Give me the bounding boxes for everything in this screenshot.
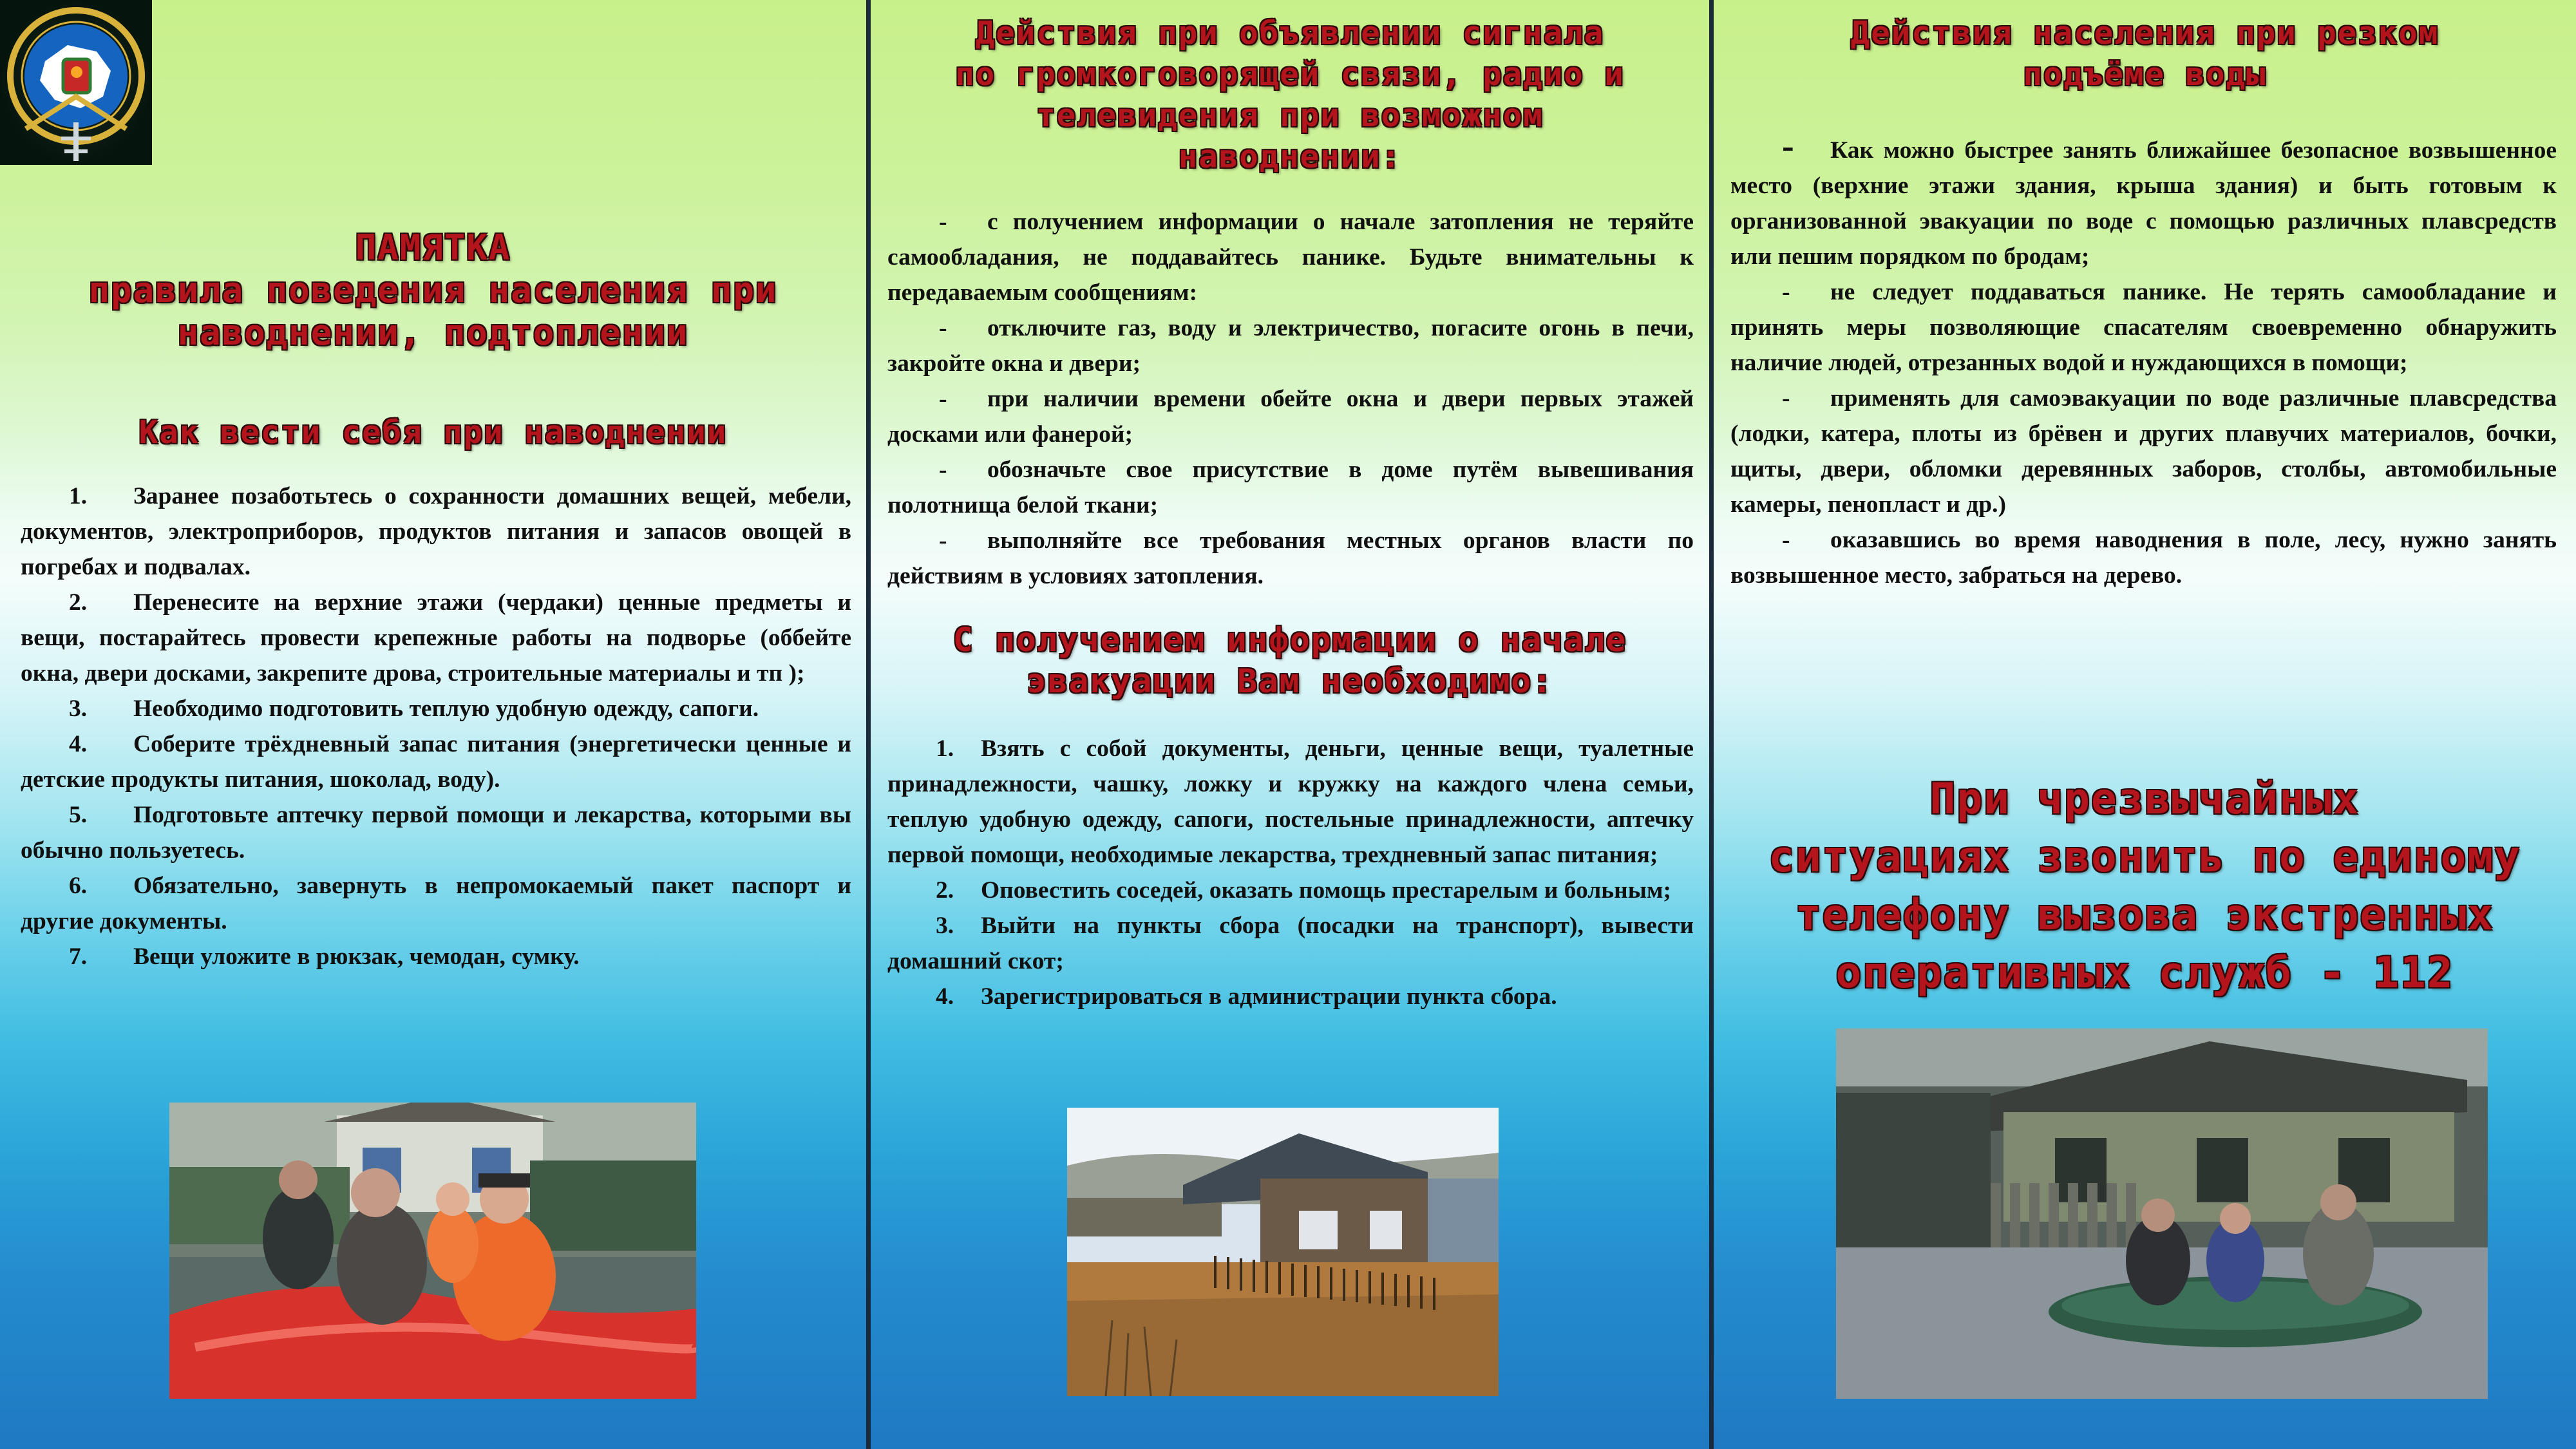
list-item: 4. Зарегистрироваться в администрации пункта сбора. (936, 983, 1557, 1010)
panel2-title (871, 13, 1709, 178)
emergency-line1: При чрезвычайных (1929, 774, 2360, 824)
rescue-boat-photo (169, 1103, 696, 1399)
panel1-title (0, 227, 866, 354)
list-item: - обозначьте свое присутствие в доме путём вывешивания полотнища белой ткани; (887, 457, 1694, 518)
panel1-subtitle: Как вести себя при наводнении (138, 414, 728, 451)
list-item: 2. Оповестить соседей, оказать помощь престарелым и больным; (936, 877, 1672, 904)
list-item: 6. Обязательно, завернуть в непромокаемый пакет паспорт и другие документы. (21, 873, 851, 934)
list-item: - при наличии времени обейте окна и двери первых этажей досками или фанерой; (887, 386, 1694, 448)
list-item: - выполняйте все требования местных органов власти по действиям в условиях затопления. (887, 527, 1694, 589)
panel-left (0, 0, 866, 1449)
list-item: - с получением информации о начале затопления не теряйте самообладания, не поддавайтесь панике. Будьте внимательны к передаваемым сообщениям: (887, 209, 1694, 306)
panel2-title-line4: наводнении: (1178, 138, 1402, 175)
panel2-list (887, 731, 1694, 1014)
panel-right (1714, 0, 2576, 1449)
list-item: 2. Перенесите на верхние этажи (чердаки) ценные предметы и вещи, постарайтесь провести крепежные работы на подворье (оббейте окна, двери досками, закрепите дрова, строительные материалы и тп ); (21, 589, 851, 687)
list-item: - не следует поддаваться панике. Не терять самообладание и принять меры позволяющие спасателям своевременно обнаружить наличие людей, отрезанных водой и нуждающихся в помощи; (1730, 279, 2557, 376)
panel2-title-line2: по громкоговорящей связи, радио и (955, 56, 1625, 93)
list-item: 1. Взять с собой документы, деньги, ценные вещи, туалетные принадлежности, чашку, ложку и кружку на каждого члена семьи, теплую удобную одежду, сапоги, постельные принадлежности, аптечку первой помощи, необходимые лекарства, трехдневный запас питания; (887, 735, 1694, 868)
panel3-bullets (1730, 126, 2557, 593)
emergency-line2: ситуациях звонить по единому (1768, 832, 2521, 882)
panel-divider (866, 0, 871, 1449)
panel2-title-line1: Действия при объявлении сигнала (975, 15, 1605, 52)
emergency-line4: оперативных служб - 112 (1835, 948, 2454, 998)
panel3-title (1714, 13, 2576, 95)
list-item: - оказавшись во время наводнения в поле, лесу, нужно занять возвышенное место, забраться на дерево. (1730, 527, 2557, 589)
panel-divider (1709, 0, 1714, 1449)
list-item: - применять для самоэвакуации по воде различные плавсредства (лодки, катера, плоты из брёвен и других плавучих материалов, бочки, щиты, двери, обломки деревянных заборов, столбы, автомобильные камеры, пенопласт и др.) (1730, 385, 2557, 518)
panel2-subtitle-line2: эвакуации Вам необходимо: (1027, 663, 1553, 701)
list-item: 7. Вещи уложите в рюкзак, чемодан, сумку. (69, 943, 580, 970)
flooded-village-photo (1067, 1108, 1499, 1396)
list-item: 5. Подготовьте аптечку первой помощи и лекарства, которыми вы обычно пользуетесь. (21, 802, 851, 864)
panel2-title-line3: телевидения при возможном (1036, 97, 1544, 134)
panel1-title-line2: правила поведения населения при (88, 269, 778, 310)
list-item: 3. Необходимо подготовить теплую удобную одежду, сапоги. (69, 696, 759, 722)
panel2-subtitle (871, 620, 1709, 703)
panel1-title-line3: наводнении, подтоплении (177, 312, 689, 353)
list-item: 3. Выйти на пункты сбора (посадки на транспорт), вывести домашний скот; (887, 913, 1694, 974)
list-item: - отключите газ, воду и электричество, погасите огонь в печи, закройте окна и двери; (887, 315, 1694, 377)
emergency-number-banner (1714, 770, 2576, 1002)
list-item: - Как можно быстрее занять ближайшее безопасное возвышенное место (верхние этажи здания, крыша здания) и быть готовым к организованной эвакуации по воде с помощью различных плавсредств или пешим порядком по бродам; (1730, 126, 2557, 270)
panel1-list (21, 478, 851, 974)
panel2-bullets (887, 204, 1694, 594)
list-item: 1. Заранее позаботьтесь о сохранности домашних вещей, мебели, документов, электроприборов, продуктов питания и запасов овощей в погребах и подвалах. (21, 483, 851, 580)
panel3-title-line2: подъёме воды (2023, 56, 2267, 93)
panel3-title-line1: Действия населения при резком (1850, 15, 2439, 52)
panel-middle (871, 0, 1709, 1449)
list-item: 4. Соберите трёхдневный запас питания (энергетически ценные и детские продукты питания, шоколад, воду). (21, 731, 851, 793)
panel2-subtitle-line1: С получением информации о начале (952, 621, 1627, 659)
boat-evacuation-photo (1836, 1028, 2488, 1399)
emblem-seal (0, 0, 152, 165)
emergency-line3: телефону вызова экстренных (1795, 890, 2495, 940)
panel1-title-line1: ПАМЯТКА (355, 227, 511, 268)
